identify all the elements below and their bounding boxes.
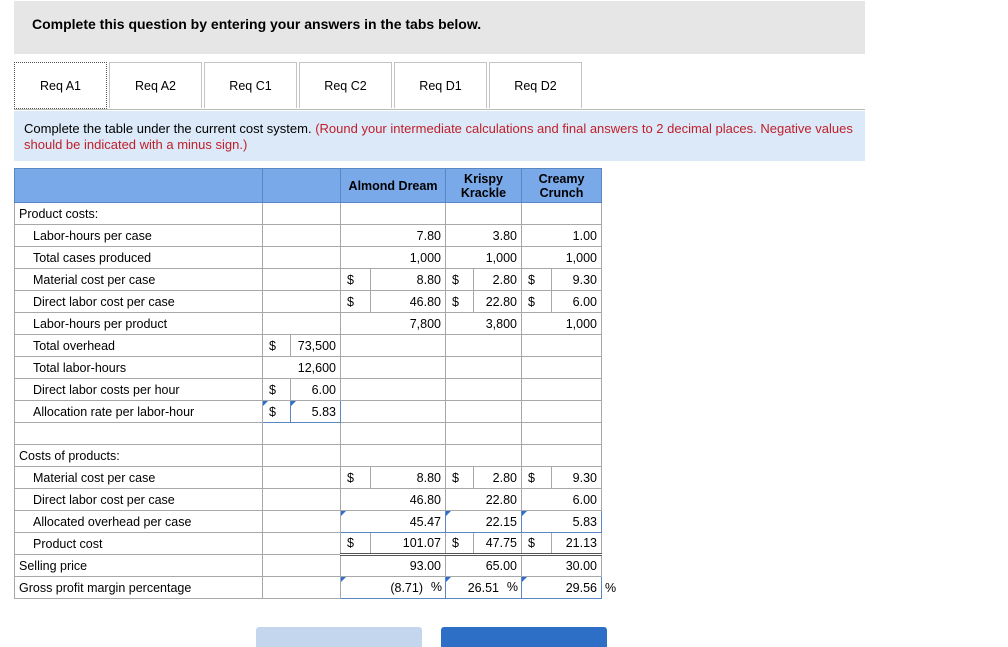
cell-value: 2.80 [474,467,522,489]
currency-symbol: $ [522,467,552,489]
cell-value: 1.00 [522,225,602,247]
cell-value: 9.30 [552,467,602,489]
cell-value: 47.75 [474,533,522,555]
cell-value: 22.80 [474,291,522,313]
cell-value: 1,000 [446,247,522,269]
row-label: Total cases produced [15,247,263,269]
row-label: Direct labor cost per case [15,489,263,511]
cell-value: 6.00 [291,379,341,401]
row-label: Direct labor cost per case [15,291,263,313]
currency-symbol: $ [446,467,474,489]
currency-symbol: $ [522,533,552,555]
cell-value: 2.80 [474,269,522,291]
header-title: Complete this question by entering your answers in the tabs below. [32,16,482,32]
allocated-overhead-input[interactable]: 22.15 [446,511,522,533]
table-row [15,335,630,357]
table-row [15,489,630,511]
table-row [15,577,630,599]
cell-value: 22.80 [446,489,522,511]
section-label: Product costs: [15,203,263,225]
cell-value: 26.51 [467,580,499,595]
row-label: Product cost [15,533,263,555]
cell-value: 6.00 [552,291,602,313]
row-label: Labor-hours per case [15,225,263,247]
table-row [15,533,630,555]
table-row [15,357,630,379]
row-label: Direct labor costs per hour [15,379,263,401]
gross-margin-input[interactable] [446,577,522,599]
cell-value: 21.13 [552,533,602,555]
currency-symbol: $ [341,467,371,489]
table-row [15,555,630,577]
currency-symbol: $ [263,401,291,423]
cell-value: 65.00 [446,555,522,577]
tab-req-a1[interactable]: Req A1 [14,62,107,109]
cell-value: 30.00 [522,555,602,577]
cell-value: 93.00 [341,555,446,577]
cell-value: 73,500 [291,335,341,357]
percent-sign: % [602,577,630,599]
currency-symbol: $ [263,335,291,357]
instructions-box [14,111,865,161]
cell-value: 3,800 [446,313,522,335]
section-label: Costs of products: [15,445,263,467]
gross-margin-input[interactable] [522,577,602,599]
percent-sign: % [506,580,518,594]
currency-symbol: $ [341,533,371,555]
row-label: Allocated overhead per case [15,511,263,533]
tab-bar [14,62,865,110]
currency-symbol: $ [522,269,552,291]
instructions-header [14,1,865,54]
cell-value: 1,000 [341,247,446,269]
currency-symbol: $ [341,291,371,313]
cell-value: (8.71) [390,580,423,595]
cell-value: 1,000 [522,313,602,335]
col-krispy-krackle: Krispy Krackle [446,169,522,203]
row-label: Total overhead [15,335,263,357]
cell-value: 7,800 [341,313,446,335]
row-label: Gross profit margin percentage [15,577,263,599]
row-label: Allocation rate per labor-hour [15,401,263,423]
row-label: Material cost per case [15,467,263,489]
allocated-overhead-input[interactable]: 45.47 [341,511,446,533]
cell-value: 46.80 [341,489,446,511]
table-row [15,291,630,313]
currency-symbol: $ [263,379,291,401]
section-row [15,445,630,467]
allocation-rate-input[interactable]: 5.83 [291,401,341,423]
table-row [15,269,630,291]
cell-value: 3.80 [446,225,522,247]
next-tab-button[interactable] [441,627,607,647]
instructions-note: (Round your intermediate calculations and final answers to 2 decimal places. Negative values should be indicated with a minus sign.) [24,121,853,152]
table-row [15,247,630,269]
row-label: Material cost per case [15,269,263,291]
currency-symbol: $ [446,269,474,291]
table-row [15,401,630,423]
row-label: Total labor-hours [15,357,263,379]
table-row [15,511,630,533]
cell-value: 29.56 [565,580,597,595]
cell-value: 8.80 [371,467,446,489]
row-label: Labor-hours per product [15,313,263,335]
tab-req-c2[interactable]: Req C2 [299,62,392,108]
currency-symbol: $ [522,291,552,313]
table-row [15,467,630,489]
table-row [15,313,630,335]
currency-symbol: $ [446,291,474,313]
previous-tab-button[interactable] [256,627,422,647]
row-label: Selling price [15,555,263,577]
tab-req-d2[interactable]: Req D2 [489,62,582,108]
cell-value: 6.00 [522,489,602,511]
cost-table [14,168,630,599]
cell-value: 12,600 [263,357,341,379]
table-row [15,379,630,401]
cell-value: 46.80 [371,291,446,313]
cell-value: 8.80 [371,269,446,291]
percent-sign: % [430,580,442,594]
currency-symbol: $ [446,533,474,555]
table-row [15,225,630,247]
allocated-overhead-input[interactable]: 5.83 [522,511,602,533]
tab-req-c1[interactable]: Req C1 [204,62,297,108]
table-header-row [15,169,630,203]
col-creamy-crunch: Creamy Crunch [522,169,602,203]
section-row [15,203,630,225]
col-almond-dream: Almond Dream [341,169,446,203]
cell-value: 1,000 [522,247,602,269]
blank-row [15,423,630,445]
tab-req-a2[interactable]: Req A2 [109,62,202,108]
cell-value: 7.80 [341,225,446,247]
cell-value: 9.30 [552,269,602,291]
cell-value: 101.07 [371,533,446,555]
instructions-text: Complete the table under the current cost system. [24,121,312,136]
tab-req-d1[interactable]: Req D1 [394,62,487,108]
gross-margin-input[interactable] [341,577,446,599]
currency-symbol: $ [341,269,371,291]
